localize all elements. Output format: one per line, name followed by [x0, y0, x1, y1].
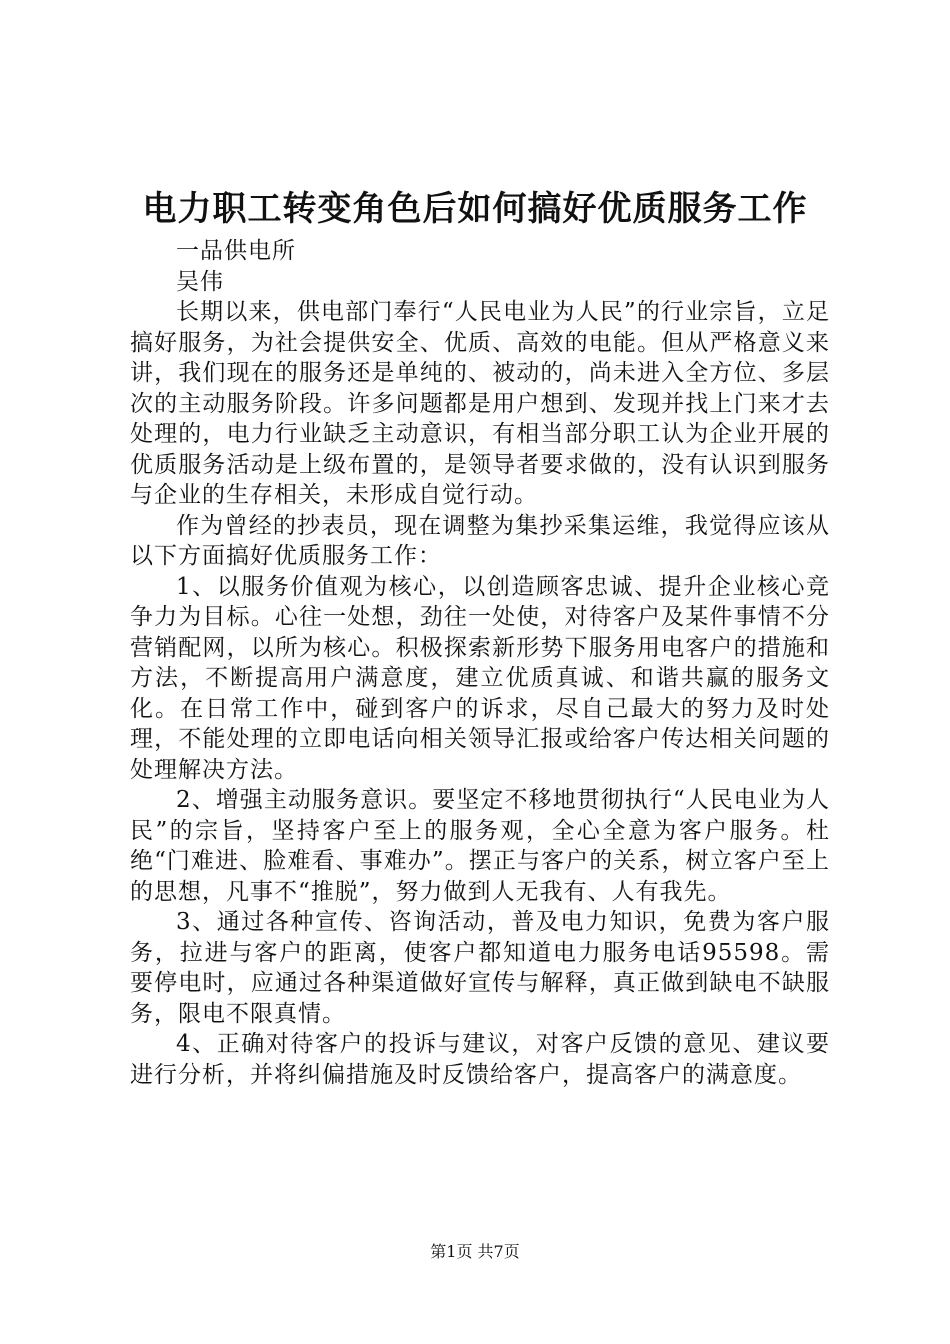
paragraph-intro: 长期以来，供电部门奉行“人民电业为人民”的行业宗旨，立足搞好服务，为社会提供安全、优质、高效的电能。但从严格意义来讲，我们现在的服务还是单纯的、被动的，尚未进入全方位、多层次的主动服务阶段。许多问题都是用户想到、发现并找上门来才去处理的，电力行业缺乏主动意识，有相当部分职工认为企业开展的优质服务活动是上级布置的，是领导者要求做的，没有认识到服务与企业的生存相关，未形成自觉行动。	[130, 299, 830, 508]
unit-name: 一品供电所	[176, 238, 296, 264]
paragraph-lead: 作为曾经的抄表员，现在调整为集抄采集运维，我觉得应该从以下方面搞好优质服务工作：	[130, 512, 830, 569]
document-title: 电力职工转变角色后如何搞好优质服务工作	[142, 189, 808, 229]
paragraph-point-4: 4、正确对待客户的投诉与建议，对客户反馈的意见、建议要进行分析，并将纠偏措施及时反馈给客户，提高客户的满意度。	[130, 1031, 830, 1088]
paragraph-point-2: 2、增强主动服务意识。要坚定不移地贯彻执行“人民电业为人民”的宗旨，坚持客户至上的服务观，全心全意为客户服务。杜绝“门难进、脸难看、事难办”。摆正与客户的关系，树立客户至上的思想，凡事不“推脱”，努力做到人无我有、人有我先。	[130, 787, 830, 905]
author-name: 吴伟	[176, 268, 224, 295]
document-body	[130, 236, 830, 1090]
paragraph-point-1: 1、以服务价值观为核心，以创造顾客忠诚、提升企业核心竞争力为目标。心往一处想，劲往一处使，对待客户及某件事情不分营销配网，以所为核心。积极探索新形势下服务用电客户的措施和方法，不断提高用户满意度，建立优质真诚、和谐共赢的服务文化。在日常工作中，碰到客户的诉求，尽自己最大的努力及时处理，不能处理的立即电话向相关领导汇报或给客户传达相关问题的处理解决方法。	[130, 573, 830, 783]
paragraph-point-3: 3、通过各种宣传、咨询活动，普及电力知识，免费为客户服务，拉进与客户的距离，使客户都知道电力服务电话95598。需要停电时，应通过各种渠道做好宣传与解释，真正做到缺电不缺服务，限电不限真情。	[130, 909, 830, 1027]
page-number-footer: 第1页 共7页	[430, 1242, 520, 1261]
